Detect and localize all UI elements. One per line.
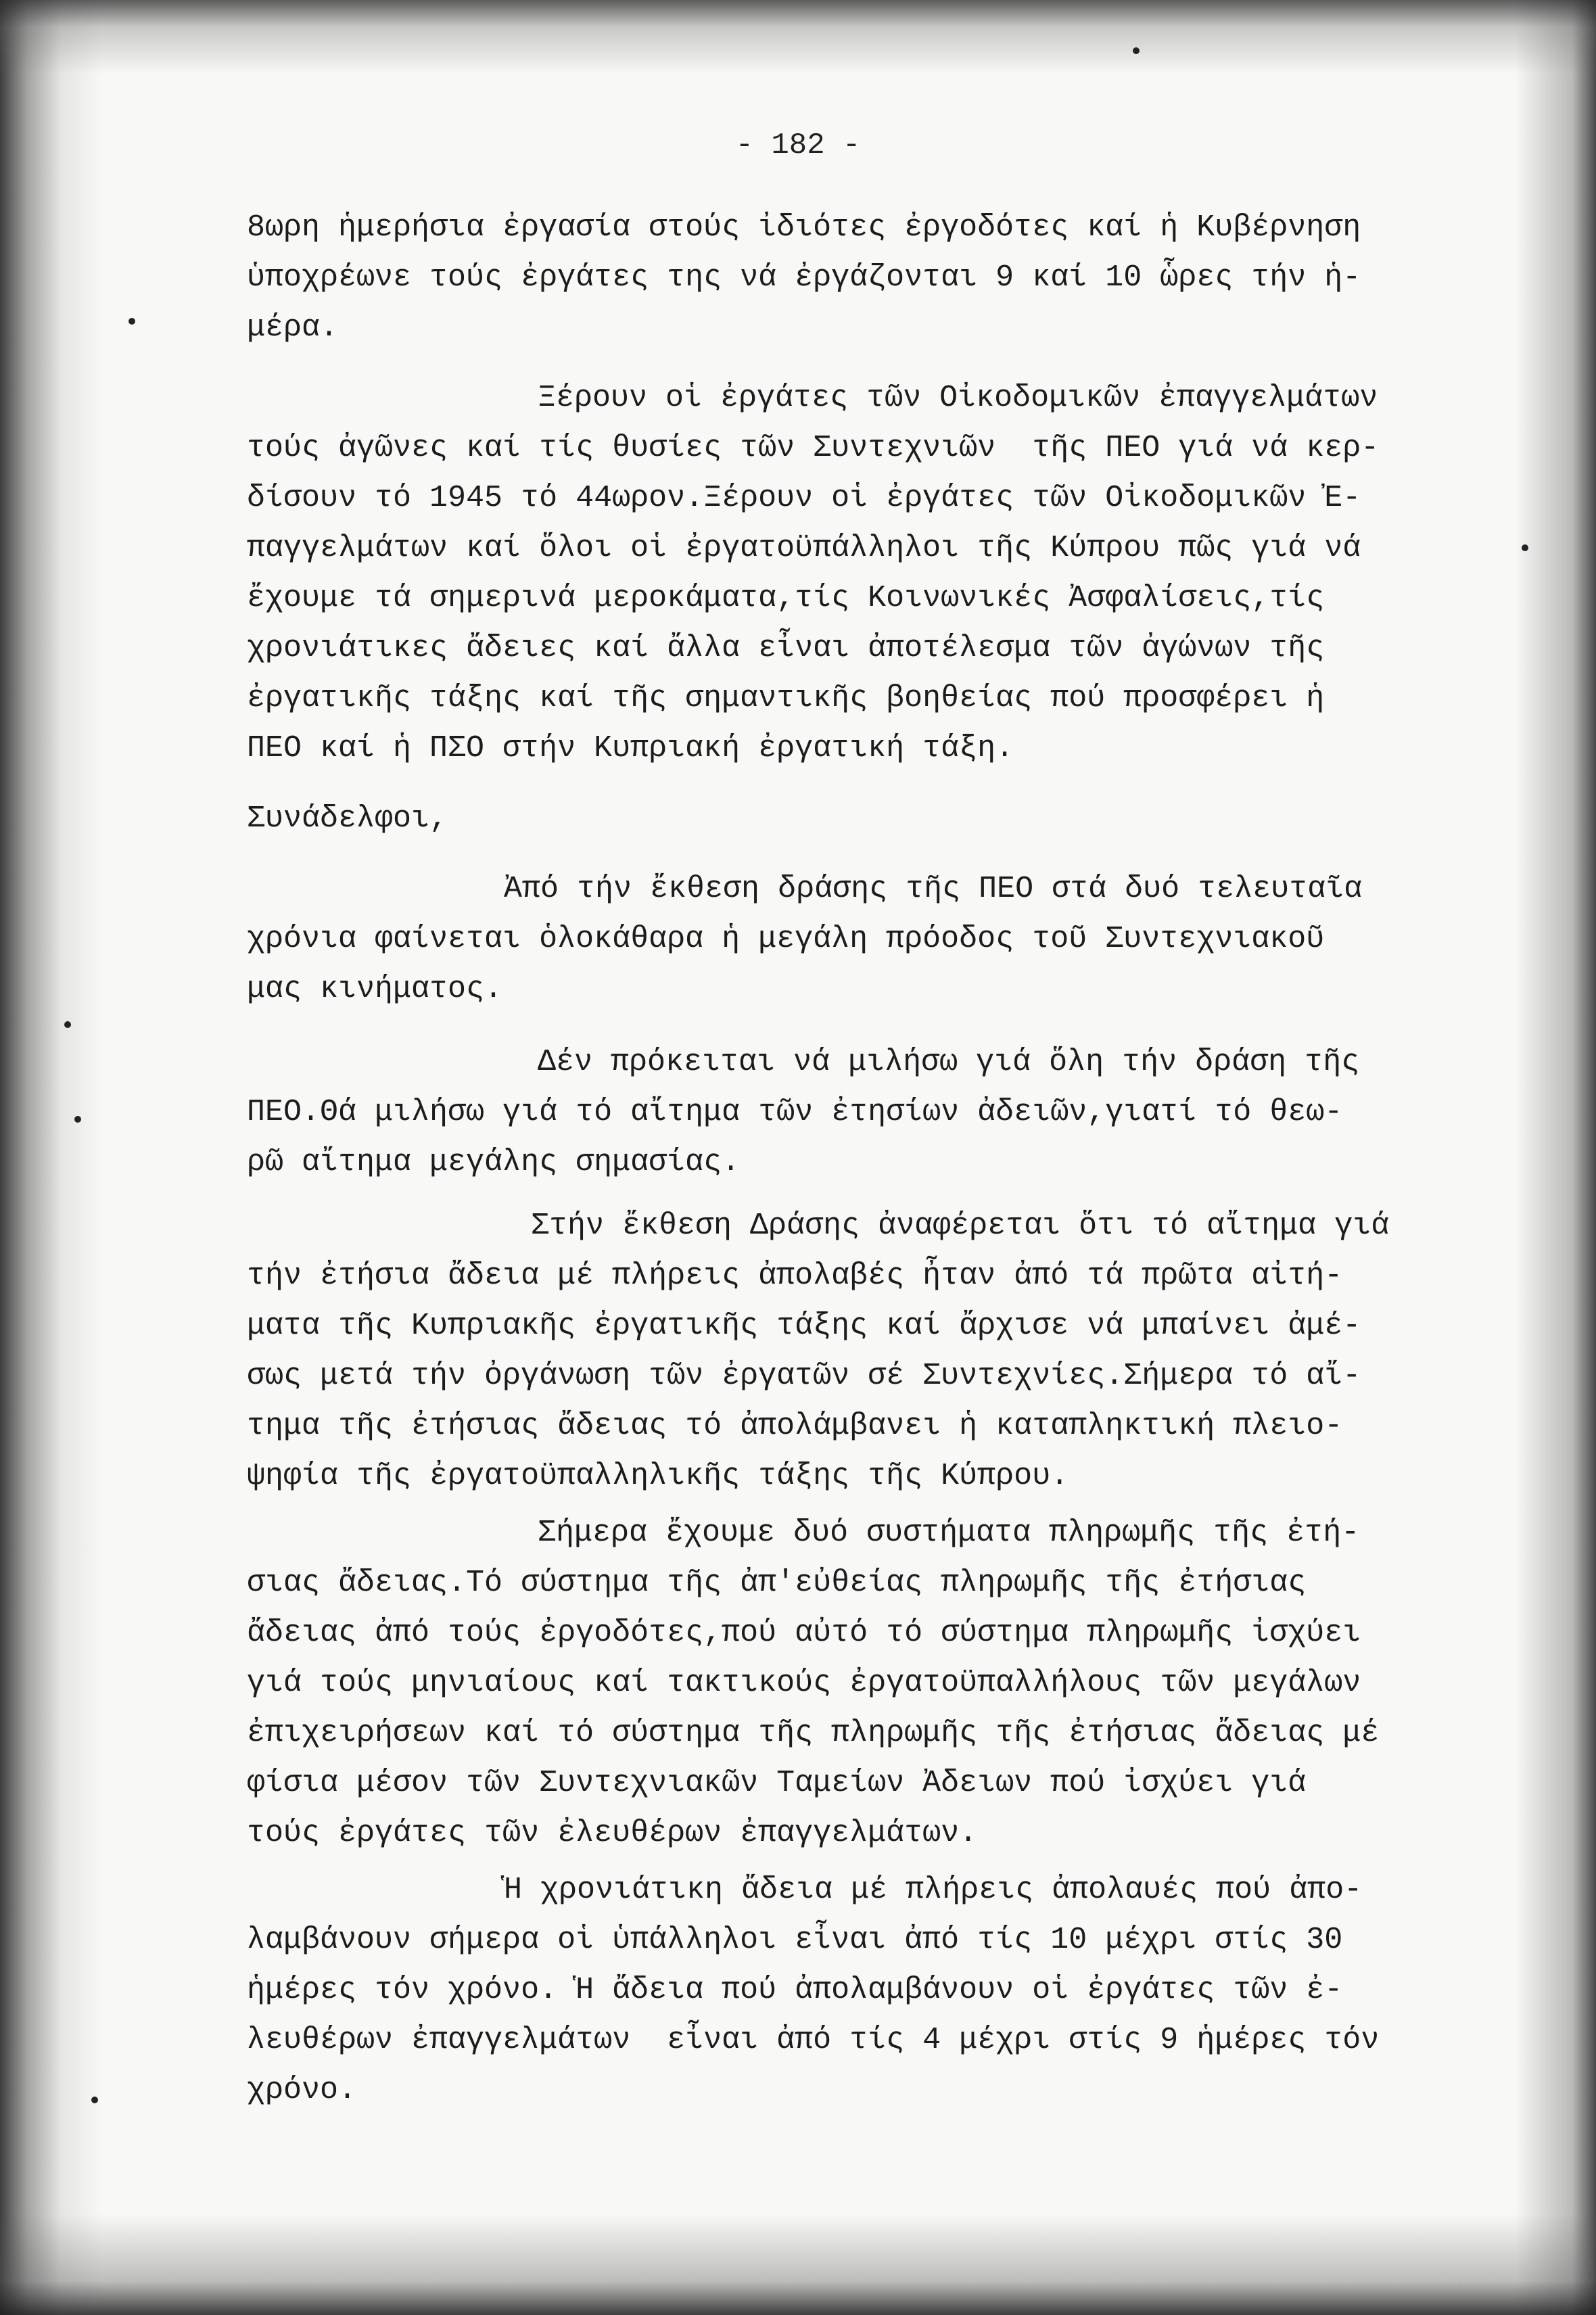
text-line: μέρα. — [247, 310, 339, 345]
text-line: ψηφία τῆς ἐργατοϋπαλληλικῆς τάξης τῆς Κύπρου. — [247, 1459, 1069, 1493]
text-line: σως μετά τήν ὀργάνωση τῶν ἐργατῶν σέ Συντεχνίες.Σήμερα τό αἴ- — [247, 1359, 1361, 1393]
scan-speck — [74, 1116, 81, 1123]
text-line: τούς ἐργάτες τῶν ἐλευθέρων ἐπαγγελμάτων. — [247, 1816, 978, 1850]
paragraph-gap — [247, 1014, 1518, 1037]
text-line: χρονιάτικες ἄδειες καί ἄλλα εἶναι ἀποτέλεσμα τῶν ἀγώνων τῆς — [247, 631, 1325, 665]
paragraph — [247, 1037, 1518, 1188]
scan-shadow-left — [0, 0, 101, 2315]
text-line: παγγελμάτων καί ὅλοι οἱ ἐργατοϋπάλληλοι τῆς Κύπρου πῶς γιά νά — [247, 531, 1361, 565]
text-line: ἐπιχειρήσεων καί τό σύστημα τῆς πληρωμῆς τῆς ἐτήσιας ἄδειας μέ — [247, 1716, 1380, 1750]
text-line: ΠΕΟ καί ἡ ΠΣΟ στήν Κυπριακή ἐργατική τάξη. — [247, 731, 1014, 766]
text-line: ματα τῆς Κυπριακῆς ἐργατικῆς τάξης καί ἄρχισε νά μπαίνει ἀμέ- — [247, 1309, 1361, 1343]
text-line: χρόνο. — [247, 2073, 357, 2107]
text-line: ὑποχρέωνε τούς ἐργάτες της νά ἐργάζονται 9 καί 10 ὧρες τήν ἡ- — [247, 260, 1361, 295]
paragraph — [247, 1508, 1518, 1858]
scan-speck — [64, 1021, 71, 1028]
paragraph-gap — [247, 353, 1518, 373]
text-line: ἄδειας ἀπό τούς ἐργοδότες,πού αὐτό τό σύστημα πληρωμῆς ἰσχύει — [247, 1616, 1361, 1650]
text-line: τημα τῆς ἐτήσιας ἄδειας τό ἀπολάμβανει ἡ καταπληκτική πλειο- — [247, 1409, 1343, 1443]
text-line: λευθέρων ἐπαγγελμάτων εἶναι ἀπό τίς 4 μέχρι στίς 9 ἡμέρες τόν — [247, 2023, 1380, 2057]
text-line: Σήμερα ἔχουμε δυό συστήματα πληρωμῆς τῆς ἐτή- — [538, 1516, 1360, 1550]
scan-speck — [91, 2097, 98, 2103]
paragraph — [247, 864, 1518, 1014]
paragraph-gap — [247, 1858, 1518, 1865]
text-line: φίσια μέσον τῶν Συντεχνιακῶν Ταμείων Ἀδειων πού ἰσχύει γιά — [247, 1766, 1307, 1800]
text-line: Στήν ἔκθεση Δράσης ἀναφέρεται ὅτι τό αἴτημα γιά — [531, 1209, 1390, 1243]
text-line: δίσουν τό 1945 τό 44ωρον.Ξέρουν οἱ ἐργάτες τῶν Οἰκοδομικῶν Ἐ- — [247, 481, 1361, 515]
paragraph — [247, 1201, 1518, 1501]
text-line: χρόνια φαίνεται ὁλοκάθαρα ἡ μεγάλη πρόοδος τοῦ Συντεχνιακοῦ — [247, 922, 1325, 956]
scan-shadow-right — [1515, 0, 1596, 2315]
paragraph — [247, 203, 1518, 353]
paragraph-gap — [247, 844, 1518, 864]
text-line: 8ωρη ἡμερήσια ἐργασία στούς ἰδιότες ἐργοδότες καί ἡ Κυβέρνηση — [247, 210, 1361, 245]
text-line: ἐργατικῆς τάξης καί τῆς σημαντικῆς βοηθείας πού προσφέρει ἡ — [247, 681, 1325, 716]
text-line: ἔχουμε τά σημερινά μεροκάματα,τίς Κοινωνικές Ἀσφαλίσεις,τίς — [247, 581, 1325, 615]
text-line: Ξέρουν οἱ ἐργάτες τῶν Οἰκοδομικῶν ἐπαγγελμάτων — [538, 381, 1378, 415]
scan-speck — [1133, 47, 1140, 54]
text-line: τούς ἀγῶνες καί τίς θυσίες τῶν Συντεχνιῶν τῆς ΠΕΟ γιά νά κερ- — [247, 431, 1380, 465]
text-line: μας κινήματος. — [247, 972, 503, 1006]
text-line: ἡμέρες τόν χρόνο. Ἡ ἄδεια πού ἀπολαμβάνουν οἱ ἐργάτες τῶν ἐ- — [247, 1973, 1343, 2007]
text-line: Συνάδελφοι, — [247, 801, 448, 836]
text-line: ΠΕΟ.Θά μιλήσω γιά τό αἴτημα τῶν ἐτησίων ἀδειῶν,γιατί τό θεω- — [247, 1095, 1343, 1129]
text-line: τήν ἐτήσια ἄδεια μέ πλήρεις ἀπολαβές ἦταν ἀπό τά πρῶτα αἰτή- — [247, 1259, 1343, 1293]
text-line: λαμβάνουν σήμερα οἱ ὑπάλληλοι εἶναι ἀπό τίς 10 μέχρι στίς 30 — [247, 1923, 1343, 1957]
text-line: γιά τούς μηνιαίους καί τακτικούς ἐργατοϋπαλλήλους τῶν μεγάλων — [247, 1666, 1361, 1700]
paragraph-gap — [247, 774, 1518, 794]
paragraph-gap — [247, 1188, 1518, 1201]
scan-speck — [1522, 544, 1528, 551]
scan-speck — [128, 318, 135, 325]
text-line: Δέν πρόκειται νά μιλήσω γιά ὅλη τήν δράση τῆς — [538, 1045, 1360, 1079]
text-line: σιας ἄδειας.Τό σύστημα τῆς ἀπ'εὐθείας πληρωμῆς τῆς ἐτήσιας — [247, 1566, 1307, 1600]
document-body — [247, 203, 1518, 2115]
paragraph-gap — [247, 1501, 1518, 1508]
text-line: Ἀπό τήν ἔκθεση δράσης τῆς ΠΕΟ στά δυό τελευταῖα — [504, 872, 1363, 906]
text-line: Ἡ χρονιάτικη ἄδεια μέ πλήρεις ἀπολαυές πού ἀπο- — [504, 1873, 1363, 1907]
paragraph — [247, 794, 1518, 844]
scan-shadow-top — [0, 0, 1596, 74]
page-number: - 182 - — [735, 128, 861, 162]
paragraph — [247, 1865, 1518, 2115]
text-line: ρῶ αἴτημα μεγάλης σημασίας. — [247, 1145, 741, 1179]
paragraph — [247, 373, 1518, 774]
scan-shadow-bottom — [0, 2214, 1596, 2315]
